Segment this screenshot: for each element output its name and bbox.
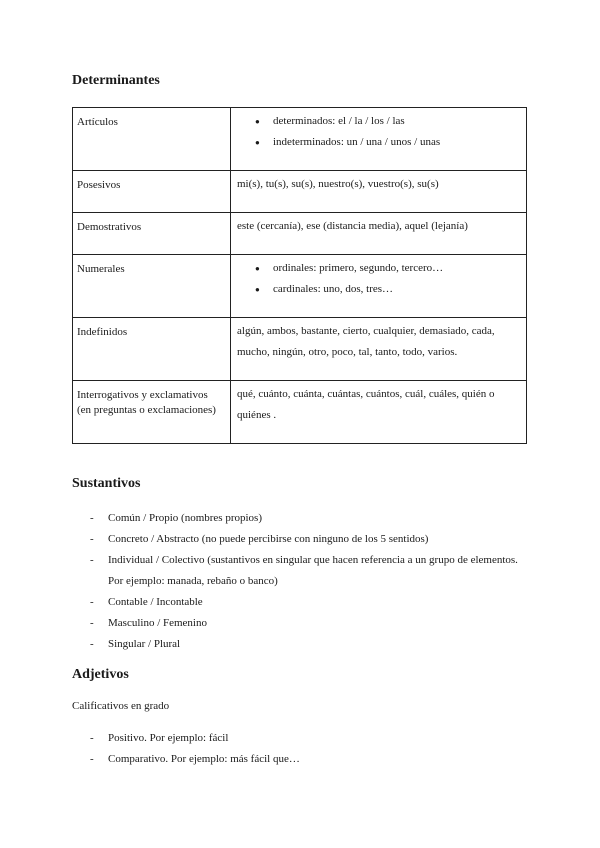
bullet-list — [237, 258, 520, 300]
list-item: - Concreto / Abstracto (no puede percibirse con ninguno de los 5 sentidos) — [90, 529, 530, 550]
row-label: Demostrativos — [73, 213, 231, 255]
list-item: - Común / Propio (nombres propios) — [90, 508, 530, 529]
adjetivos-subtitle: Calificativos en grado — [72, 700, 170, 712]
list-item: - Positivo. Por ejemplo: fácil — [90, 728, 530, 749]
list-item: ● ordinales: primero, segundo, tercero… — [237, 258, 520, 279]
table-row — [73, 381, 527, 444]
row-content: este (cercanía), ese (distancia media), aquel (lejanía) — [231, 213, 527, 255]
section-title-adjetivos: Adjetivos — [72, 667, 129, 682]
row-content: qué, cuánto, cuánta, cuántas, cuántos, cuál, cuáles, quién o quiénes . — [231, 381, 527, 444]
list-item: ● cardinales: uno, dos, tres… — [237, 279, 520, 300]
row-label: Posesivos — [73, 171, 231, 213]
table-row — [73, 318, 527, 381]
row-content: algún, ambos, bastante, cierto, cualquier, demasiado, cada, mucho, ningún, otro, poco, tal, tanto, todo, varios. — [231, 318, 527, 381]
list-item: - Singular / Plural — [90, 634, 530, 655]
table-row — [73, 213, 527, 255]
sustantivos-list — [90, 508, 530, 655]
list-item: - Individual / Colectivo (sustantivos en singular que hacen referencia a un grupo de elementos. Por ejemplo: manada, rebaño o banco) — [90, 550, 530, 592]
row-content — [231, 108, 527, 171]
adjetivos-list — [90, 728, 530, 770]
section-title-determinantes: Determinantes — [72, 73, 160, 88]
row-label: Interrogativos y exclamativos (en preguntas o exclamaciones) — [73, 381, 231, 444]
bullet-list — [237, 111, 520, 153]
row-content — [231, 255, 527, 318]
list-item: ● indeterminados: un / una / unos / unas — [237, 132, 520, 153]
table-row — [73, 171, 527, 213]
list-item: - Contable / Incontable — [90, 592, 530, 613]
table-row — [73, 255, 527, 318]
table-row — [73, 108, 527, 171]
list-item: - Masculino / Femenino — [90, 613, 530, 634]
determinantes-table — [72, 107, 527, 444]
row-label: Artículos — [73, 108, 231, 171]
row-label: Numerales — [73, 255, 231, 318]
section-title-sustantivos: Sustantivos — [72, 476, 141, 491]
row-label: Indefinidos — [73, 318, 231, 381]
row-content: mi(s), tu(s), su(s), nuestro(s), vuestro(s), su(s) — [231, 171, 527, 213]
list-item: - Comparativo. Por ejemplo: más fácil que… — [90, 749, 530, 770]
list-item: ● determinados: el / la / los / las — [237, 111, 520, 132]
